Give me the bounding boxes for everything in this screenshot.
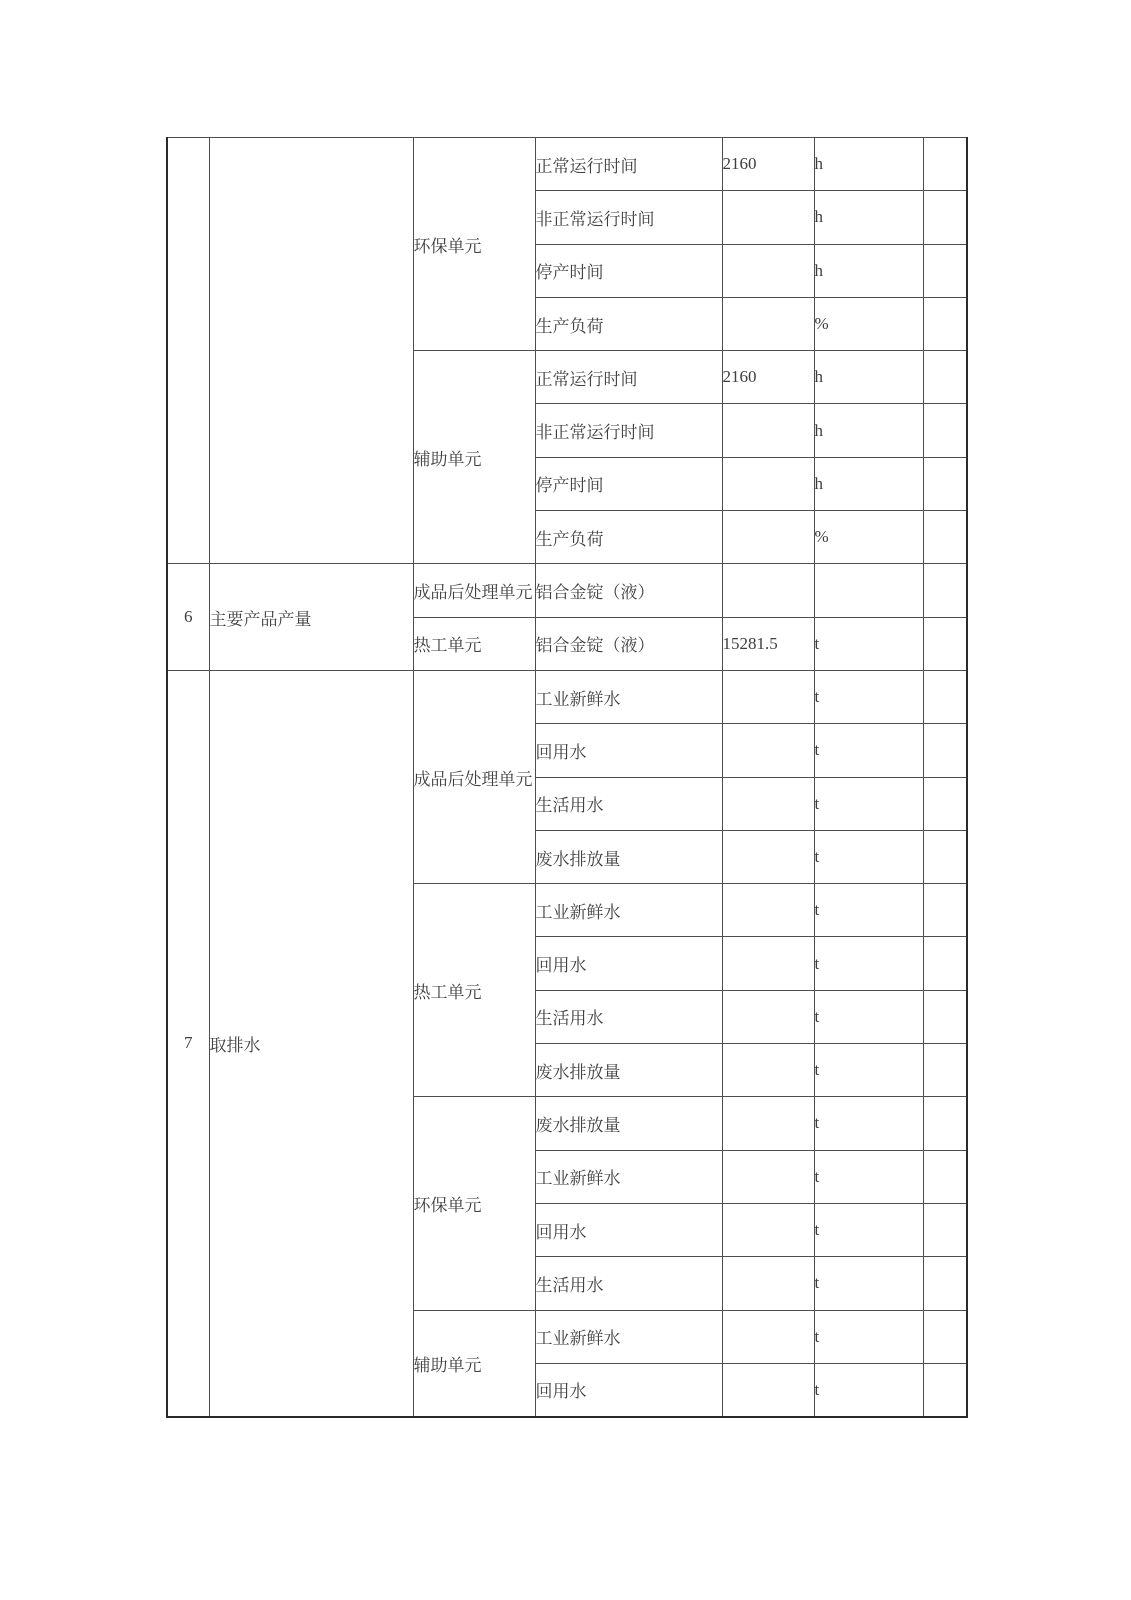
value-cell (722, 1097, 814, 1150)
measure-cell: t (814, 1363, 923, 1416)
remark-cell (923, 457, 967, 510)
remark-cell (923, 244, 967, 297)
remark-cell (923, 884, 967, 937)
category-cell: 取排水 (209, 670, 413, 1416)
value-cell: 2160 (722, 351, 814, 404)
measure-cell: t (814, 617, 923, 670)
row-number-cell (167, 138, 209, 564)
item-cell: 停产时间 (535, 244, 722, 297)
remark-cell (923, 1097, 967, 1150)
value-cell: 2160 (722, 138, 814, 191)
remark-cell (923, 404, 967, 457)
remark-cell (923, 191, 967, 244)
value-cell (722, 244, 814, 297)
item-cell: 铝合金锭（液） (535, 617, 722, 670)
remark-cell (923, 1257, 967, 1310)
measure-cell: h (814, 138, 923, 191)
remark-cell (923, 138, 967, 191)
item-cell: 工业新鲜水 (535, 1150, 722, 1203)
value-cell (722, 564, 814, 617)
item-cell: 工业新鲜水 (535, 1310, 722, 1363)
remark-cell (923, 937, 967, 990)
measure-cell: t (814, 724, 923, 777)
measure-cell: t (814, 1097, 923, 1150)
value-cell (722, 1044, 814, 1097)
measure-cell: t (814, 1150, 923, 1203)
table-row (167, 138, 967, 191)
measure-cell: t (814, 937, 923, 990)
item-cell: 生活用水 (535, 777, 722, 830)
value-cell: 15281.5 (722, 617, 814, 670)
unit-cell: 辅助单元 (413, 351, 535, 564)
report-table-body (167, 138, 967, 1417)
item-cell: 生活用水 (535, 1257, 722, 1310)
measure-cell: t (814, 670, 923, 723)
measure-cell: t (814, 1310, 923, 1363)
item-cell: 停产时间 (535, 457, 722, 510)
measure-cell: t (814, 1044, 923, 1097)
value-cell (722, 191, 814, 244)
item-cell: 回用水 (535, 724, 722, 777)
unit-cell: 成品后处理单元 (413, 564, 535, 617)
measure-cell (814, 564, 923, 617)
item-cell: 回用水 (535, 1203, 722, 1256)
unit-cell: 环保单元 (413, 138, 535, 351)
remark-cell (923, 1363, 967, 1416)
remark-cell (923, 830, 967, 883)
value-cell (722, 990, 814, 1043)
value-cell (722, 1203, 814, 1256)
item-cell: 非正常运行时间 (535, 191, 722, 244)
value-cell (722, 404, 814, 457)
remark-cell (923, 670, 967, 723)
measure-cell: % (814, 511, 923, 564)
measure-cell: h (814, 351, 923, 404)
remark-cell (923, 1044, 967, 1097)
remark-cell (923, 990, 967, 1043)
value-cell (722, 457, 814, 510)
measure-cell: h (814, 404, 923, 457)
remark-cell (923, 777, 967, 830)
unit-cell: 成品后处理单元 (413, 670, 535, 883)
value-cell (722, 1257, 814, 1310)
item-cell: 工业新鲜水 (535, 670, 722, 723)
item-cell: 回用水 (535, 1363, 722, 1416)
remark-cell (923, 1150, 967, 1203)
item-cell: 非正常运行时间 (535, 404, 722, 457)
item-cell: 正常运行时间 (535, 138, 722, 191)
value-cell (722, 670, 814, 723)
item-cell: 生产负荷 (535, 511, 722, 564)
item-cell: 正常运行时间 (535, 351, 722, 404)
value-cell (722, 884, 814, 937)
measure-cell: % (814, 297, 923, 350)
remark-cell (923, 1203, 967, 1256)
remark-cell (923, 511, 967, 564)
item-cell: 回用水 (535, 937, 722, 990)
report-table (166, 137, 968, 1418)
measure-cell: t (814, 830, 923, 883)
value-cell (722, 1150, 814, 1203)
category-cell: 主要产品产量 (209, 564, 413, 671)
measure-cell: h (814, 191, 923, 244)
remark-cell (923, 564, 967, 617)
item-cell: 铝合金锭（液） (535, 564, 722, 617)
item-cell: 废水排放量 (535, 830, 722, 883)
value-cell (722, 511, 814, 564)
category-cell (209, 138, 413, 564)
unit-cell: 环保单元 (413, 1097, 535, 1310)
item-cell: 生产负荷 (535, 297, 722, 350)
value-cell (722, 937, 814, 990)
row-number-cell: 7 (167, 670, 209, 1416)
value-cell (722, 1363, 814, 1416)
measure-cell: h (814, 244, 923, 297)
value-cell (722, 1310, 814, 1363)
unit-cell: 辅助单元 (413, 1310, 535, 1417)
remark-cell (923, 617, 967, 670)
remark-cell (923, 297, 967, 350)
remark-cell (923, 351, 967, 404)
value-cell (722, 830, 814, 883)
measure-cell: t (814, 884, 923, 937)
value-cell (722, 724, 814, 777)
row-number-cell: 6 (167, 564, 209, 671)
item-cell: 废水排放量 (535, 1097, 722, 1150)
item-cell: 废水排放量 (535, 1044, 722, 1097)
measure-cell: t (814, 777, 923, 830)
remark-cell (923, 1310, 967, 1363)
table-row (167, 564, 967, 617)
item-cell: 工业新鲜水 (535, 884, 722, 937)
unit-cell: 热工单元 (413, 884, 535, 1097)
measure-cell: t (814, 1257, 923, 1310)
item-cell: 生活用水 (535, 990, 722, 1043)
measure-cell: t (814, 1203, 923, 1256)
value-cell (722, 297, 814, 350)
measure-cell: h (814, 457, 923, 510)
measure-cell: t (814, 990, 923, 1043)
table-row (167, 670, 967, 723)
unit-cell: 热工单元 (413, 617, 535, 670)
value-cell (722, 777, 814, 830)
remark-cell (923, 724, 967, 777)
